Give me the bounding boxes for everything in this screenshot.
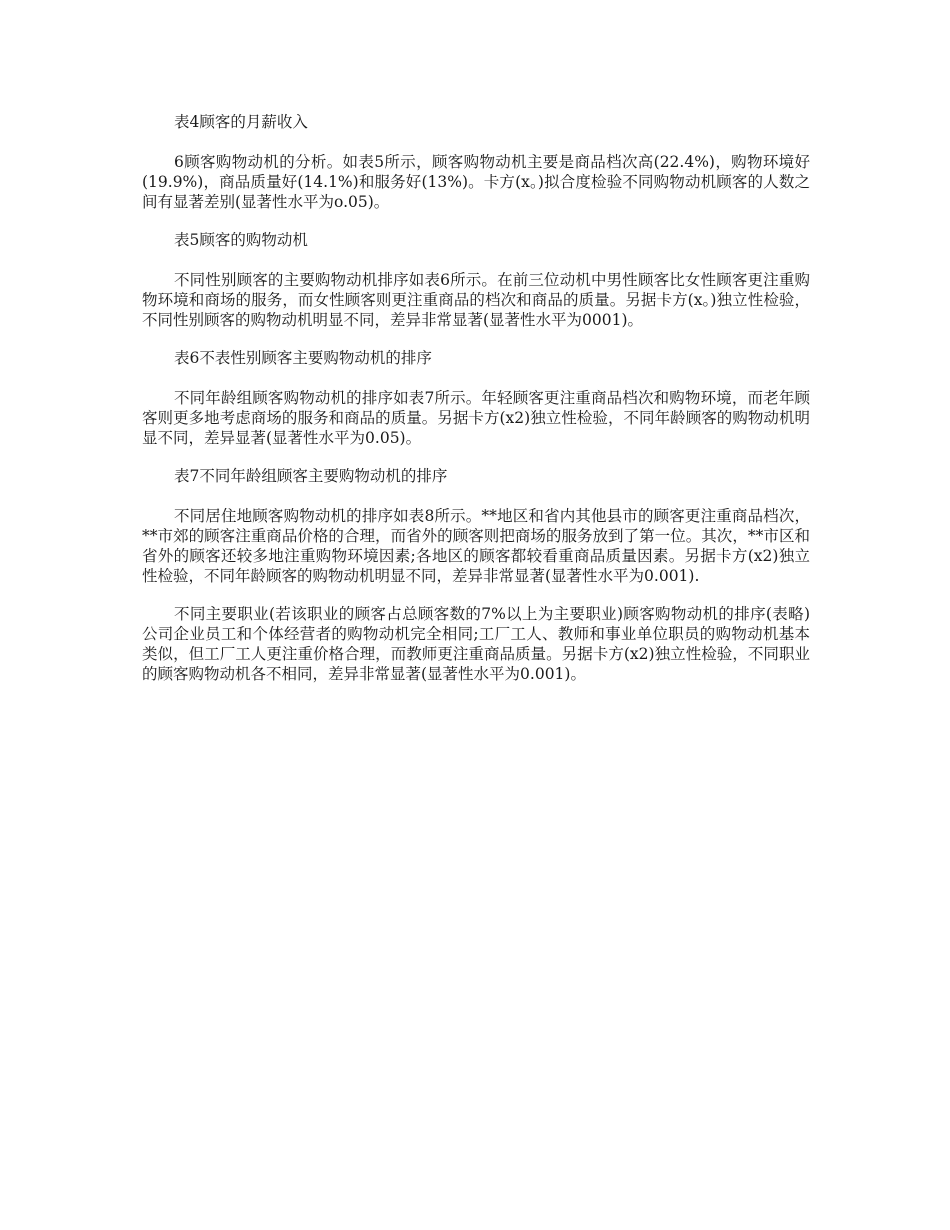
- paragraph-motivation-analysis: 6顾客购物动机的分析。如表5所示，顾客购物动机主要是商品档次高(22.4%)，购物环境好(19.9%)，商品质量好(14.1%)和服务好(13%)。卡方(x。)拟合度检验不同购物动机顾客的人数之间有显著差别(显著性水平为o.05)。: [142, 153, 810, 211]
- paragraph-occupation-motivation: 不同主要职业(若该职业的顾客占总顾客数的7%以上为主要职业)顾客购物动机的排序(表略)公司企业员工和个体经营者的购物动机完全相同;工厂工人、教师和事业单位职员的购物动机基本类似，但工厂工人更注重价格合理，而教师更注重商品质量。另据卡方(x2)独立性检验，不同职业的顾客购物动机各不相同，差异非常显著(显著性水平为0.001)。: [142, 605, 810, 683]
- table-4-caption: 表4顾客的月薪收入: [174, 113, 308, 131]
- document-body: [142, 112, 810, 702]
- paragraph-age-motivation: 不同年龄组顾客购物动机的排序如表7所示。年轻顾客更注重商品档次和购物环境，而老年顾客则更多地考虑商场的服务和商品的质量。另据卡方(x2)独立性检验，不同年龄顾客的购物动机明显不同，差异显著(显著性水平为0.05)。: [142, 389, 810, 447]
- table-7-caption: 表7不同年龄组顾客主要购物动机的排序: [174, 467, 448, 485]
- paragraph-residence-motivation: 不同居住地顾客购物动机的排序如表8所示。**地区和省内其他县市的顾客更注重商品档次，**市郊的顾客注重商品价格的合理，而省外的顾客则把商场的服务放到了第一位。其次，**市区和省外的顾客还较多地注重购物环境因素;各地区的顾客都较看重商品质量因素。另据卡方(x2)独立性检验，不同年龄顾客的购物动机明显不同，差异非常显著(显著性水平为0.001).: [142, 507, 810, 585]
- table-6-caption: 表6不表性别顾客主要购物动机的排序: [174, 349, 432, 367]
- paragraph-gender-motivation: 不同性别顾客的主要购物动机排序如表6所示。在前三位动机中男性顾客比女性顾客更注重购物环境和商场的服务，而女性顾客则更注重商品的档次和商品的质量。另据卡方(x。)独立性检验，不同性别顾客的购物动机明显不同，差异非常显著(显著性水平为0001)。: [142, 271, 810, 329]
- table-5-caption: 表5顾客的购物动机: [174, 231, 308, 249]
